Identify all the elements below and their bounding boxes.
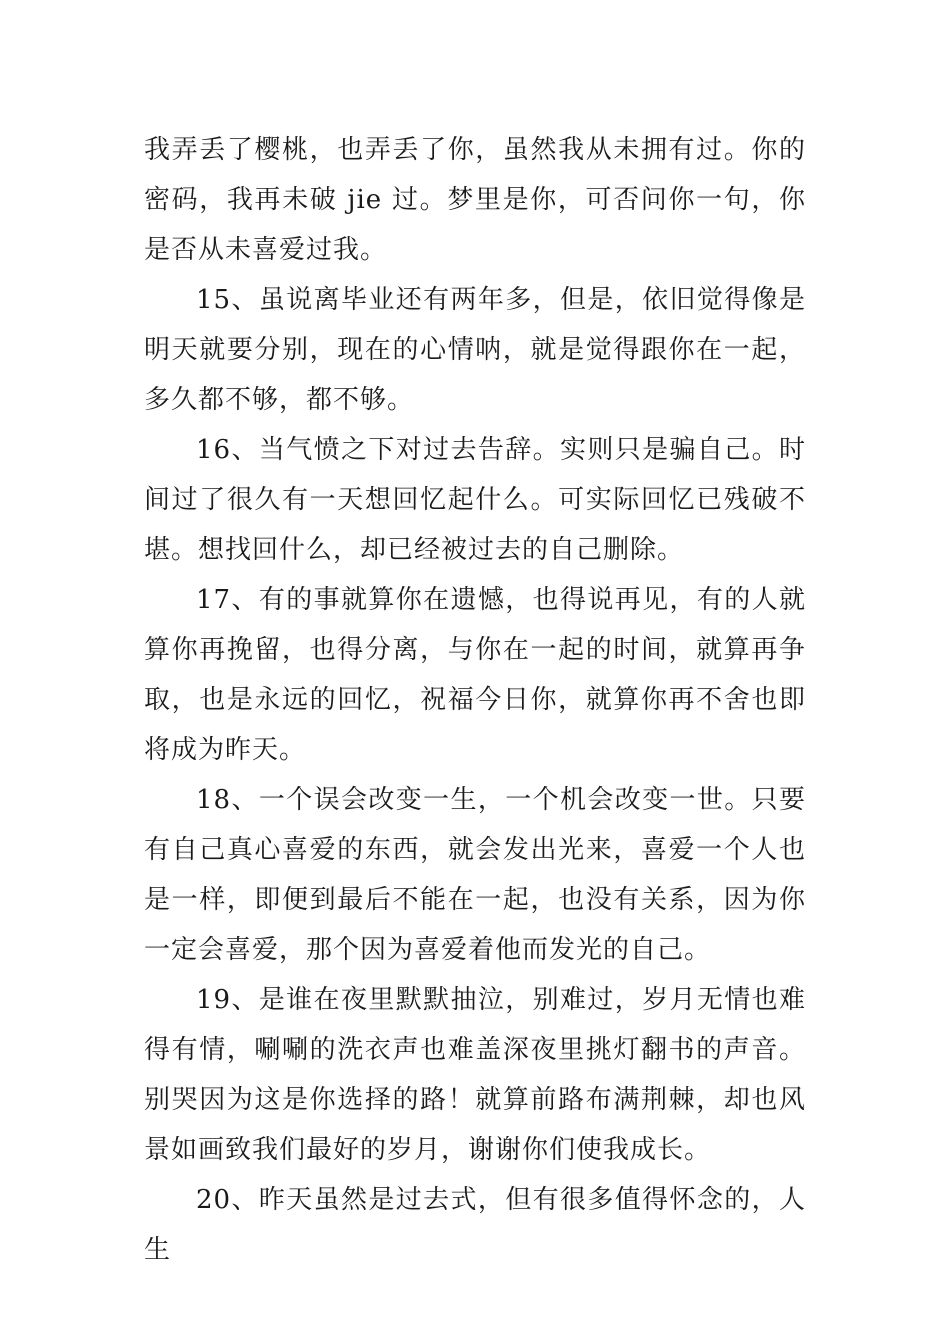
paragraph-20: 20、昨天虽然是过去式，但有很多值得怀念的，人生 [144, 1185, 806, 1265]
paragraph-15: 15、虽说离毕业还有两年多，但是，依旧觉得像是明天就要分别，现在的心情呐，就是觉得跟你在一起，多久都不够，都不够。 [144, 285, 806, 415]
paragraph-16: 16、当气愤之下对过去告辞。实则只是骗自己。时间过了很久有一天想回忆起什么。可实际回忆已残破不堪。想找回什么，却已经被过去的自己删除。 [144, 435, 806, 565]
paragraph-19: 19、是谁在夜里默默抽泣，别难过，岁月无情也难得有情，唰唰的洗衣声也难盖深夜里挑灯翻书的声音。别哭因为这是你选择的路！就算前路布满荆棘，却也风景如画致我们最好的岁月，谢谢你们使我成长。 [144, 985, 806, 1165]
document-body [144, 125, 806, 1275]
paragraph-18: 18、一个误会改变一生，一个机会改变一世。只要有自己真心喜爱的东西，就会发出光来，喜爱一个人也是一样，即便到最后不能在一起，也没有关系，因为你一定会喜爱，那个因为喜爱着他而发光的自己。 [144, 785, 806, 965]
paragraph-17: 17、有的事就算你在遗憾，也得说再见，有的人就算你再挽留，也得分离，与你在一起的时间，就算再争取，也是永远的回忆，祝福今日你，就算你再不舍也即将成为昨天。 [144, 585, 806, 765]
paragraph-14-continued: 我弄丢了樱桃，也弄丢了你，虽然我从未拥有过。你的密码，我再未破 jie 过。梦里是你，可否问你一句，你是否从未喜爱过我。 [144, 135, 806, 265]
